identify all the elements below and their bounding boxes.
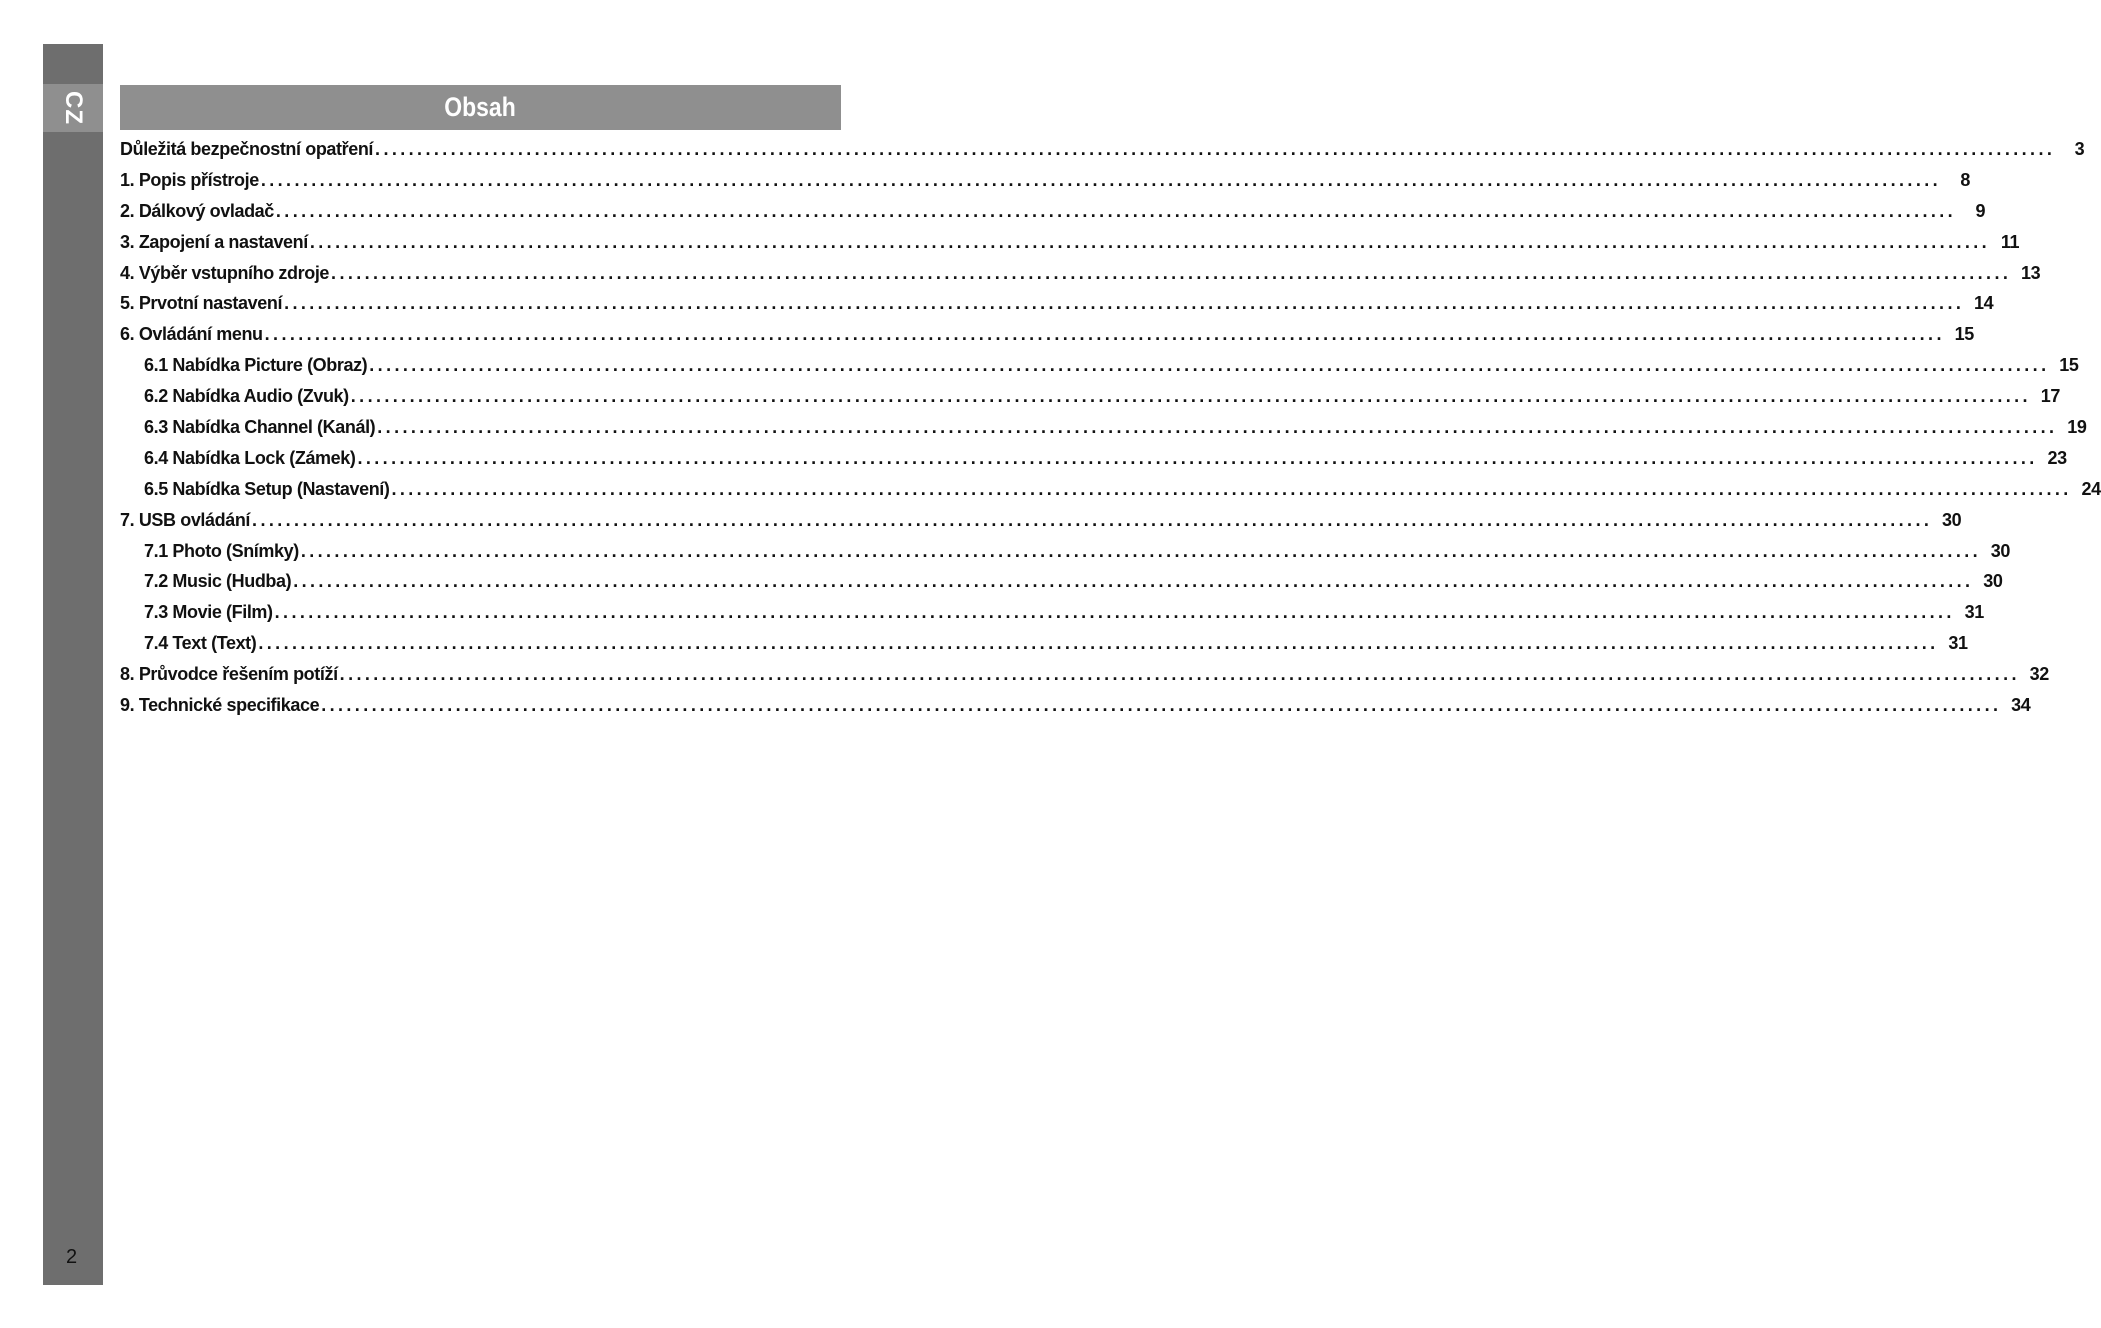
toc-entry-label: 6.2 Nabídka Audio (Zvuk) <box>144 386 349 407</box>
toc-dot-leader: ........................................................................................................................................................................................................ <box>339 664 2020 685</box>
toc-entry <box>120 169 1971 201</box>
toc-entry-label: 3. Zapojení a nastavení <box>120 231 308 252</box>
toc-entry <box>120 386 2060 417</box>
toc-entry-label: 9. Technické specifikace <box>120 695 320 716</box>
toc-entry-label: 1. Popis přístroje <box>120 169 259 190</box>
table-of-contents <box>120 139 2101 726</box>
toc-entry <box>120 262 2041 294</box>
toc-dot-leader: ........................................................................................................................................................................................................ <box>275 200 1957 221</box>
toc-entry-page: 14 <box>1974 293 1994 314</box>
toc-entry-label: 2. Dálkový ovladač <box>120 200 274 221</box>
toc-entry-label: 6.5 Nabídka Setup (Nastavení) <box>144 478 390 499</box>
toc-dot-leader: ........................................................................................................................................................................................................ <box>300 540 1982 561</box>
page-number: 2 <box>66 1246 78 1268</box>
toc-entry-label: 7.2 Music (Hudba) <box>144 571 292 592</box>
toc-entry-page: 3 <box>2074 139 2085 159</box>
toc-entry <box>120 571 2003 602</box>
toc-entry-page: 9 <box>1975 200 1986 221</box>
toc-dot-leader: ........................................................................................................................................................................................................ <box>293 571 1974 592</box>
toc-entry-label: 6. Ovládání menu <box>120 324 263 345</box>
toc-entry-page: 31 <box>1948 633 1968 654</box>
toc-dot-leader: ........................................................................................................................................................................................................ <box>274 602 1955 623</box>
toc-entry-label: 7.4 Text (Text) <box>144 633 257 654</box>
toc-dot-leader: ........................................................................................................................................................................................................ <box>391 478 2072 499</box>
toc-entry-page: 30 <box>1983 571 2003 592</box>
toc-dot-leader: ........................................................................................................................................................................................................ <box>252 509 1933 530</box>
toc-entry-label: Důležitá bezpečnostní opatření <box>120 139 374 159</box>
toc-entry-label: 6.4 Nabídka Lock (Zámek) <box>144 447 356 468</box>
toc-entry-page: 34 <box>2011 695 2031 716</box>
toc-entry <box>120 293 1994 324</box>
toc-entry-page: 19 <box>2067 417 2087 438</box>
toc-entry <box>120 540 2011 572</box>
toc-entry <box>120 200 1986 232</box>
toc-dot-leader: ........................................................................................................................................................................................................ <box>375 139 2056 159</box>
toc-entry-label: 6.1 Nabídka Picture (Obraz) <box>144 355 368 376</box>
toc-entry <box>120 664 2049 695</box>
toc-entry <box>120 139 2085 170</box>
toc-entry <box>120 509 1962 541</box>
toc-entry-page: 24 <box>2081 478 2101 499</box>
toc-dot-leader: ........................................................................................................................................................................................................ <box>357 447 2038 468</box>
toc-dot-leader: ........................................................................................................................................................................................................ <box>260 169 1942 190</box>
toc-dot-leader: ........................................................................................................................................................................................................ <box>377 417 2058 438</box>
toc-dot-leader: ........................................................................................................................................................................................................ <box>258 633 1939 654</box>
toc-entry-label: 8. Průvodce řešením potíží <box>120 664 338 685</box>
toc-entry-page: 15 <box>2059 355 2079 376</box>
toc-entry-page: 15 <box>1954 324 1974 345</box>
toc-entry <box>120 478 2101 510</box>
side-bar <box>43 44 103 1285</box>
toc-entry <box>120 695 2031 726</box>
toc-entry-page: 13 <box>2021 262 2041 283</box>
toc-dot-leader: ........................................................................................................................................................................................................ <box>321 695 2002 716</box>
toc-dot-leader: ........................................................................................................................................................................................................ <box>350 386 2031 407</box>
language-tab <box>43 84 103 132</box>
toc-entry <box>120 324 1974 355</box>
toc-entry-page: 17 <box>2040 386 2060 407</box>
toc-entry-page: 23 <box>2047 447 2067 468</box>
toc-entry <box>120 231 2020 263</box>
toc-dot-leader: ........................................................................................................................................................................................................ <box>331 262 2012 283</box>
toc-entry <box>120 417 2087 448</box>
toc-entry-label: 6.3 Nabídka Channel (Kanál) <box>144 417 376 438</box>
toc-entry <box>120 633 1968 664</box>
toc-entry-page: 32 <box>2029 664 2049 685</box>
toc-entry-page: 31 <box>1964 602 1984 623</box>
toc-entry-label: 7.1 Photo (Snímky) <box>144 540 299 561</box>
toc-dot-leader: ........................................................................................................................................................................................................ <box>264 324 1945 345</box>
toc-entry-page: 11 <box>2000 231 2020 252</box>
toc-entry-page: 30 <box>1942 509 1962 530</box>
toc-entry-label: 7.3 Movie (Film) <box>144 602 273 623</box>
toc-entry-label: 4. Výběr vstupního zdroje <box>120 262 330 283</box>
language-code: CZ <box>60 91 87 125</box>
toc-dot-leader: ........................................................................................................................................................................................................ <box>369 355 2050 376</box>
toc-dot-leader: ........................................................................................................................................................................................................ <box>309 231 1991 252</box>
toc-entry-label: 7. USB ovládání <box>120 509 251 530</box>
toc-entry <box>120 355 2079 386</box>
toc-dot-leader: ........................................................................................................................................................................................................ <box>284 293 1965 314</box>
toc-entry <box>120 447 2067 479</box>
page-title: Obsah <box>444 92 517 122</box>
toc-entry <box>120 602 1984 633</box>
title-bar <box>120 85 841 130</box>
toc-entry-page: 30 <box>1990 540 2011 561</box>
toc-entry-page: 8 <box>1960 169 1971 190</box>
toc-entry-label: 5. Prvotní nastavení <box>120 293 283 314</box>
